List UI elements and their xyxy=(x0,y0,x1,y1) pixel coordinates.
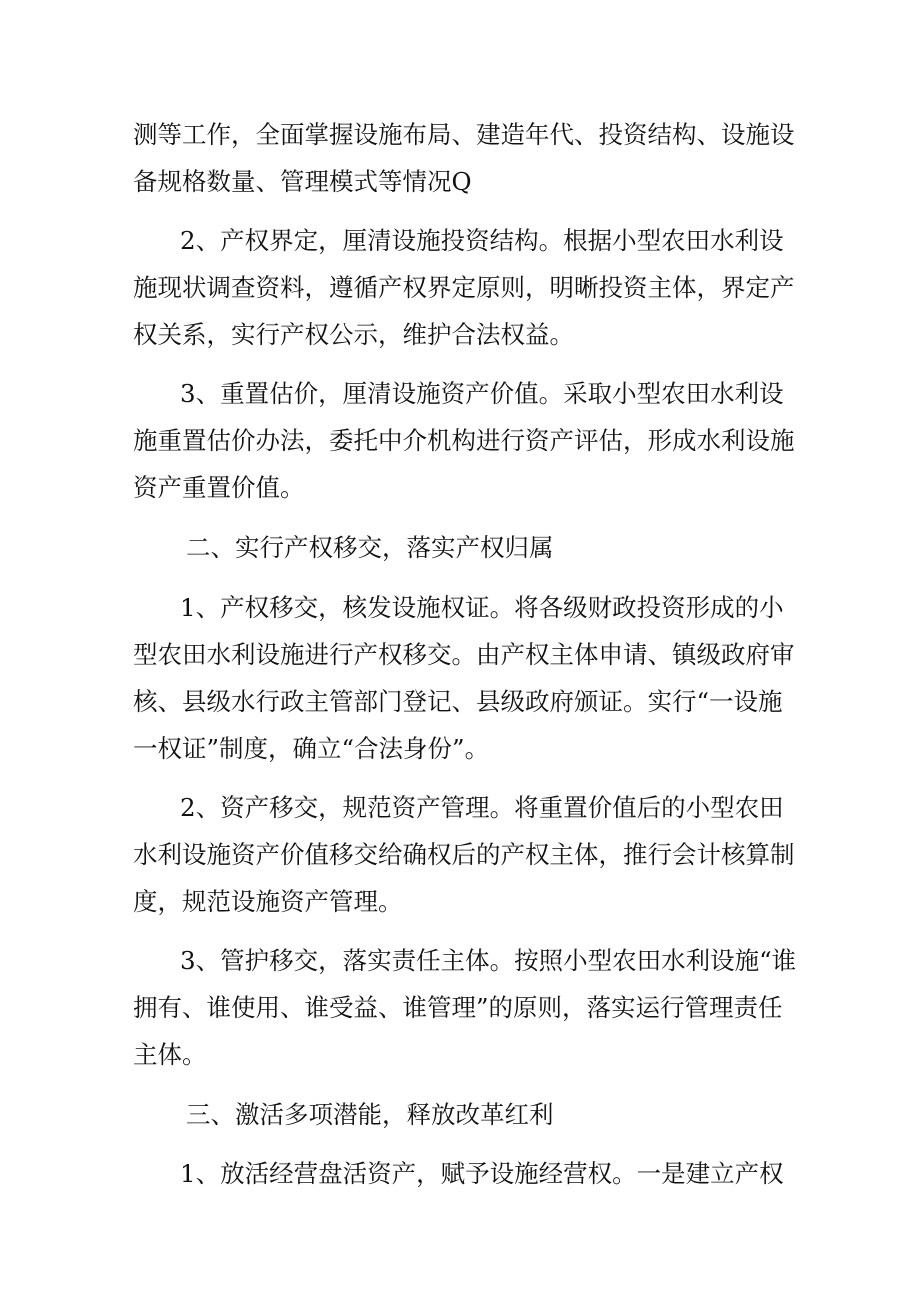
text-line: 拥有、谁使用、谁受益、谁管理”的原则，落实运行管理责任 xyxy=(133,993,783,1022)
text-line: 测等工作，全面掌握设施布局、建造年代、投资结构、设施设 xyxy=(133,120,795,149)
section-heading: 二、实行产权移交，落实产权归属 xyxy=(186,533,554,562)
text-line: 水利设施资产价值移交给确权后的产权主体，推行会计核算制 xyxy=(133,840,795,869)
paragraph-first-line: 2、资产移交，规范资产管理。将重置价值后的小型农田 xyxy=(180,793,784,822)
text-line: 资产重置价值。 xyxy=(133,473,305,502)
text-line: 权关系，实行产权公示，维护合法权益。 xyxy=(133,320,574,349)
paragraph-first-line: 1、放活经营盘活资产，赋予设施经营权。一是建立产权 xyxy=(180,1159,784,1188)
text-line: 主体。 xyxy=(133,1040,207,1069)
paragraph-first-line: 1、产权移交，核发设施权证。将各级财政投资形成的小 xyxy=(180,593,784,622)
text-line: 施现状调查资料，遵循产权界定原则，明晰投资主体，界定产 xyxy=(133,273,795,302)
text-line: 度，规范设施资产管理。 xyxy=(133,887,403,916)
text-line: 型农田水利设施进行产权移交。由产权主体申请、镇级政府审 xyxy=(133,640,795,669)
paragraph-first-line: 3、重置估价，厘清设施资产价值。采取小型农田水利设 xyxy=(180,379,784,408)
paragraph-first-line: 3、管护移交，落实责任主体。按照小型农田水利设施“谁 xyxy=(180,946,797,975)
paragraph-first-line: 2、产权界定，厘清设施投资结构。根据小型农田水利设 xyxy=(180,226,784,255)
text-line: 一权证”制度，确立“合法身份”。 xyxy=(133,734,490,763)
text-line: 备规格数量、管理模式等情况Q xyxy=(133,167,472,196)
text-line: 施重置估价办法，委托中介机构进行资产评估，形成水利设施 xyxy=(133,426,795,455)
text-line: 核、县级水行政主管部门登记、县级政府颁证。实行“一设施 xyxy=(133,687,783,716)
section-heading: 三、激活多项潜能，释放改革红利 xyxy=(186,1100,554,1129)
